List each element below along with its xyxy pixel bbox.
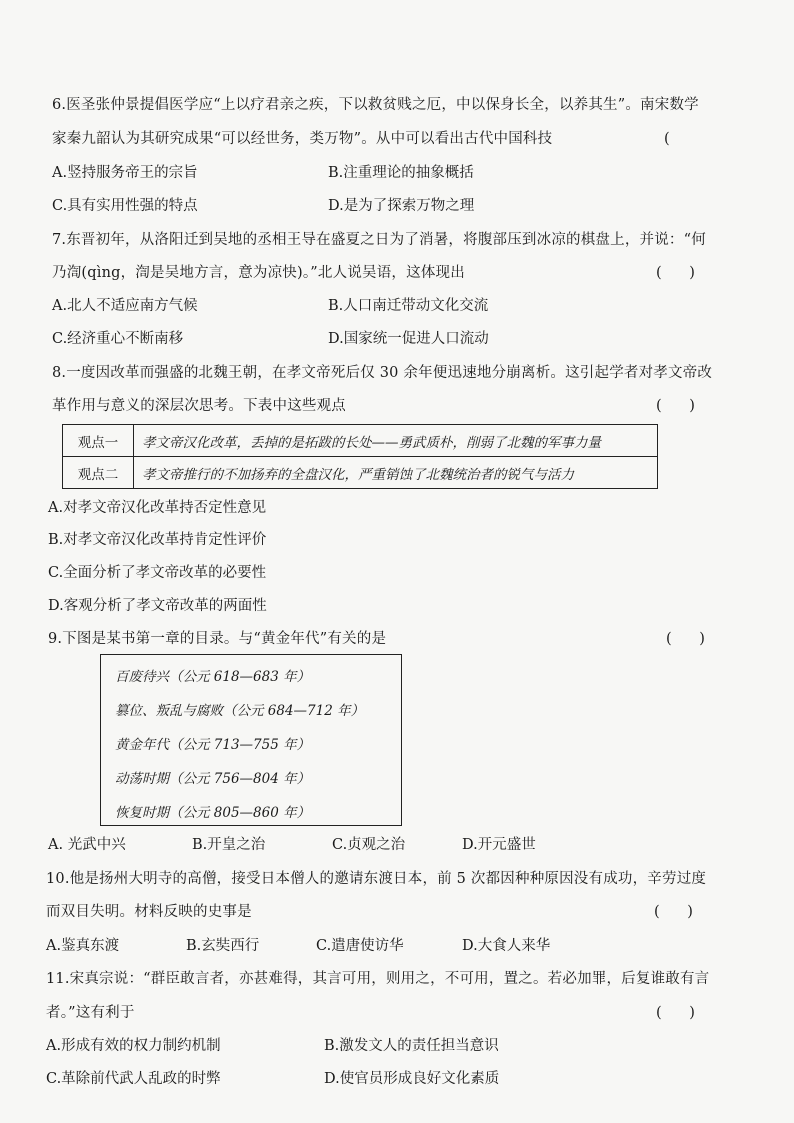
q10-option-d: D.大食人来华 — [462, 938, 551, 954]
q8-answer-paren: ( ) — [656, 398, 695, 414]
q10-option-c: C.遣唐使访华 — [316, 938, 404, 954]
q11-answer-paren: ( ) — [656, 1005, 695, 1021]
q10-stem-line1: 10.他是扬州大明寺的高僧，接受日本僧人的邀请东渡日本，前 5 次都因种种原因没有成功，辛劳过度 — [46, 871, 707, 887]
q11-option-b: B.激发文人的责任担当意识 — [324, 1038, 499, 1054]
q11-option-a: A.形成有效的权力制约机制 — [46, 1038, 221, 1054]
q10-option-a: A.鉴真东渡 — [46, 938, 120, 954]
q8-option-c: C.全面分析了孝文帝改革的必要性 — [48, 565, 267, 581]
q6-stem-line1: 6.医圣张仲景提倡医学应“上以疗君亲之疾，下以救贫贱之厄，中以保身长全，以养其生”。南宋数学 — [52, 97, 699, 113]
q7-option-c: C.经济重心不断南移 — [52, 331, 184, 347]
q10-answer-paren: ( ) — [654, 904, 693, 920]
q7-stem-line1: 7.东晋初年，从洛阳迁到吴地的丞相王导在盛夏之日为了消暑，将腹部压到冰凉的棋盘上，并说：“何 — [52, 232, 706, 248]
q9-answer-paren: ( ) — [666, 631, 705, 647]
q8-option-d: D.客观分析了孝文帝改革的两面性 — [48, 598, 267, 614]
q9-option-b: B.开皇之治 — [192, 837, 266, 853]
q8-stem-line2: 革作用与意义的深层次思考。下表中这些观点 — [52, 398, 346, 414]
toc-entry: 动荡时期（公元 756—804 年） — [115, 771, 311, 787]
toc-entry: 恢复时期（公元 805—860 年） — [115, 805, 311, 821]
viewpoint-key: 观点二 — [63, 457, 134, 489]
q8-stem-line1: 8.一度因改革而强盛的北魏王朝，在孝文帝死后仅 30 余年便迅速地分崩离析。这引起学者对孝文帝改 — [52, 365, 713, 381]
q6-option-a: A.竖持服务帝王的宗旨 — [52, 165, 198, 181]
viewpoint-key: 观点一 — [63, 425, 134, 457]
viewpoint-text: 孝文帝推行的不加扬弃的全盘汉化，严重销蚀了北魏统治者的锐气与活力 — [134, 457, 658, 489]
q6-stem-line2: 家秦九韶认为其研究成果“可以经世务，类万物”。从中可以看出古代中国科技 — [52, 131, 553, 147]
q6-answer-paren: ( — [664, 131, 670, 147]
q11-option-d: D.使官员形成良好文化素质 — [324, 1071, 500, 1087]
q10-stem-line2: 而双目失明。材料反映的史事是 — [46, 904, 252, 920]
q8-option-a: A.对孝文帝汉化改革持否定性意见 — [48, 500, 267, 516]
q10-option-b: B.玄奘西行 — [186, 938, 260, 954]
q7-option-a: A.北人不适应南方气候 — [52, 298, 198, 314]
q11-stem-line1: 11.宋真宗说：“群臣敢言者，亦甚难得，其言可用，则用之，不可用，置之。若必加罪，后复谁敢有言 — [46, 971, 710, 987]
q7-stem-line2: 乃渹(qìng，渹是吴地方言，意为凉快)。”北人说吴语，这体现出 — [52, 265, 465, 281]
q7-answer-paren: ( ) — [656, 265, 695, 281]
table-of-contents-box — [100, 654, 402, 826]
q9-option-a: A. 光武中兴 — [48, 837, 126, 853]
q7-option-d: D.国家统一促进人口流动 — [328, 331, 489, 347]
q9-option-c: C.贞观之治 — [332, 837, 406, 853]
viewpoint-table — [62, 424, 658, 489]
table-row — [63, 457, 658, 489]
q7-option-b: B.人口南迁带动文化交流 — [328, 298, 489, 314]
table-row — [63, 425, 658, 457]
q11-stem-line2: 者。”这有利于 — [46, 1005, 135, 1021]
q8-option-b: B.对孝文帝汉化改革持肯定性评价 — [48, 532, 267, 548]
q6-option-b: B.注重理论的抽象概括 — [328, 165, 474, 181]
toc-entry: 篡位、叛乱与腐败（公元 684—712 年） — [115, 703, 365, 719]
q11-option-c: C.革除前代武人乱政的时弊 — [46, 1071, 221, 1087]
q9-option-d: D.开元盛世 — [462, 837, 536, 853]
q6-option-c: C.具有实用性强的特点 — [52, 198, 198, 214]
toc-entry: 百废待兴（公元 618—683 年） — [115, 669, 311, 685]
q6-option-d: D.是为了探索万物之理 — [328, 198, 475, 214]
viewpoint-text: 孝文帝汉化改革，丢掉的是拓跋的长处——勇武质朴，削弱了北魏的军事力量 — [134, 425, 658, 457]
toc-entry: 黄金年代（公元 713—755 年） — [115, 737, 311, 753]
q9-stem-line1: 9.下图是某书第一章的目录。与“黄金年代”有关的是 — [48, 631, 387, 647]
